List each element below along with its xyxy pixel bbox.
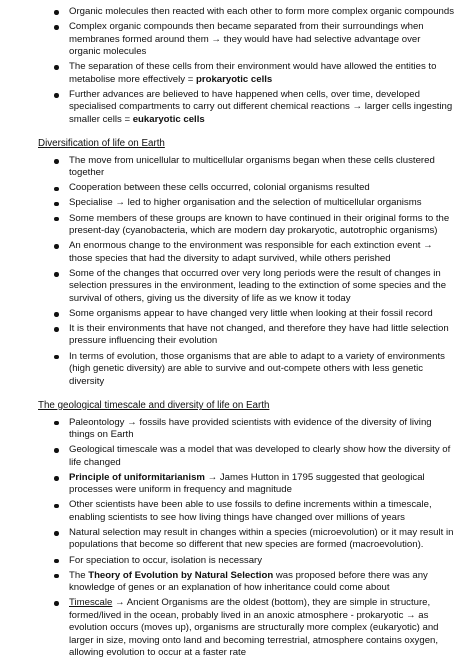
bullet-text: An enormous change to the environment was responsible for each extinction event → those species that had the diversity to adapt survived, while others perished [69, 240, 433, 264]
bullet-item [0, 6, 474, 19]
bullet-item [0, 213, 474, 238]
bullet-item [0, 89, 474, 127]
bullet-text: → Ancient Organisms are the oldest (bottom), they are simple in structure, formed/lived in the ocean, probably lived in an anoxic atmosphere - prokaryotic → as evolution occurs (moves up), organisms are structurally more complex (eukaryotic) and larger in size, moving onto land and becoming terrestrial, atmosphere contains oxygen, allowing evolution to occur at a faster rate [69, 597, 439, 659]
timescale-bullet-list [0, 417, 474, 660]
bullet-text: Complex organic compounds then became separated from their surroundings when membranes formed around them → they would have had selective advantage over organic molecules [69, 21, 424, 58]
bullet-item [0, 268, 474, 306]
bullet-item [0, 308, 474, 321]
bullet-text: Natural selection may result in changes within a species (microevolution) or it may result in populations that become so different that new species are formed (macroevolution). [69, 526, 454, 551]
diversification-bullet-list [0, 155, 474, 388]
bullet-text: Some of the changes that occurred over very long periods were the result of changes in selection pressures in the environment, leading to the extinction of some species and the survival of others, giving us the diversity of life as we know it today [69, 267, 447, 304]
bullet-item [0, 444, 474, 469]
bullet-bold-term: prokaryotic cells [196, 73, 273, 85]
bullet-bold-term: Principle of uniformitarianism [69, 471, 205, 483]
bullet-item [0, 351, 474, 389]
bullet-item [0, 155, 474, 180]
bullet-text: Cooperation between these cells occurred, colonial organisms resulted [69, 182, 370, 194]
section-heading-diversification: Diversification of life on Earth [38, 138, 165, 150]
bullet-item [0, 182, 474, 195]
bullet-text: Some members of these groups are known to have continued in their original forms to the present-day (cyanobacteria, which are modern day prokaryotic, autotrophic organisms) [69, 212, 450, 237]
bullet-text: It is their environments that have not changed, and therefore they have had little selection pressure influencing their evolution [69, 322, 449, 347]
bullet-text: Paleontology → fossils have provided scientists with evidence of the diversity of living things on Earth [69, 416, 432, 441]
bullet-bold-term: Theory of Evolution by Natural Selection [88, 569, 274, 581]
section-heading-geological-timescale: The geological timescale and diversity of life on Earth [38, 400, 270, 412]
document-page [0, 6, 474, 662]
intro-bullet-list [0, 6, 474, 126]
bullet-text: Other scientists have been able to use fossils to define increments within a timescale, enabling scientists to see how living things have changed over millions of years [69, 499, 432, 523]
bullet-item [0, 197, 474, 210]
bullet-text: For speciation to occur, isolation is necessary [69, 554, 263, 566]
bullet-item [0, 61, 474, 86]
bullet-text: Organic molecules then reacted with each other to form more complex organic compounds [69, 6, 455, 17]
bullet-bold-term: eukaryotic cells [132, 113, 205, 125]
bullet-text: was proposed before there was any knowledge of genes or an explanation of how inheritance could come about [69, 569, 428, 594]
bullet-item [0, 570, 474, 595]
bullet-text: Further advances are believed to have happened when cells, over time, developed specialised compartments to carry out different chemical reactions → larger cells ingesting smaller cells = [69, 88, 453, 125]
bullet-text: The separation of these cells from their environment would have allowed the entities to metabolise more effectively = [69, 61, 437, 85]
bullet-item [0, 21, 474, 59]
bullet-text: → James Hutton in 1795 suggested that geological processes were uniform in frequency and magnitude [69, 471, 425, 496]
bullet-item [0, 472, 474, 497]
bullet-text: Specialise → led to higher organisation and the selection of multicellular organisms [69, 197, 422, 209]
bullet-item [0, 323, 474, 348]
bullet-text: The [69, 569, 89, 581]
bullet-text: Some organisms appear to have changed very little when looking at their fossil record [69, 307, 433, 319]
bullet-item [0, 417, 474, 442]
bullet-underlined-term: Timescale [69, 597, 113, 609]
bullet-item [0, 555, 474, 568]
bullet-text: Geological timescale was a model that was developed to clearly show how the diversity of life changed [69, 444, 451, 468]
bullet-item [0, 240, 474, 265]
bullet-text: In terms of evolution, those organisms that are able to adapt to a variety of environments (high genetic diversity) are able to survive and out-compete others with less genetic diversity [69, 350, 445, 387]
bullet-item [0, 527, 474, 552]
bullet-text: The move from unicellular to multicellular organisms began when these cells clustered together [69, 154, 435, 179]
bullet-item [0, 597, 474, 660]
bullet-item [0, 499, 474, 524]
